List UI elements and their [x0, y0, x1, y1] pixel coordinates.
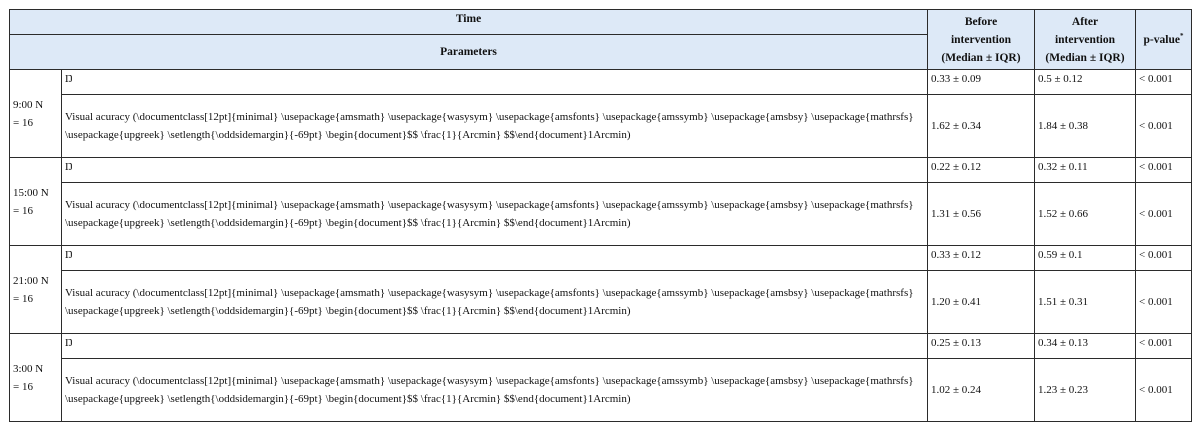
before-value-cell: 1.02 ± 0.24 — [928, 359, 1035, 422]
after-line-3: (Median ± IQR) — [1045, 51, 1125, 64]
time-group-cell — [10, 158, 62, 246]
sample-size-label: = 16 — [13, 292, 33, 305]
after-value-cell: 1.52 ± 0.66 — [1035, 183, 1136, 246]
header-row-time — [10, 10, 1192, 35]
after-line-2: intervention — [1054, 33, 1116, 46]
parameter-cell: Visual acuracy (\documentclass[12pt]{minimal} \usepackage{amsmath} \usepackage{wasysym} \usepackage{amsfonts} \usepackage{amssymb} \usepackage{amsbsy} \usepackage{mathrsfs} \usepackage{upgreek} \setlength{\oddsidemargin}{-69pt} \begin{document}$$ \frac{1}{Arcmin} $$\end{document}1Arcmin) — [62, 95, 928, 158]
before-line-2: intervention — [950, 33, 1012, 46]
after-value-cell: 1.23 ± 0.23 — [1035, 359, 1136, 422]
parameter-cell: Visual acuracy (\documentclass[12pt]{minimal} \usepackage{amsmath} \usepackage{wasysym} \usepackage{amsfonts} \usepackage{amssymb} \usepackage{amsbsy} \usepackage{mathrsfs} \usepackage{upgreek} \setlength{\oddsidemargin}{-69pt} \begin{document}$$ \frac{1}{Arcmin} $$\end{document}1Arcmin) — [62, 183, 928, 246]
after-value-cell: 0.32 ± 0.11 — [1035, 158, 1136, 183]
table-row — [10, 334, 1192, 359]
sample-size-label: = 16 — [13, 380, 33, 393]
p-value-footnote-mark: * — [1179, 31, 1184, 40]
p-value-header — [1136, 10, 1192, 70]
before-intervention-header — [928, 10, 1035, 70]
after-intervention-header — [1035, 10, 1136, 70]
before-value-cell: 1.20 ± 0.41 — [928, 271, 1035, 334]
parameter-cell: Visual acuracy (\documentclass[12pt]{minimal} \usepackage{amsmath} \usepackage{wasysym} \usepackage{amsfonts} \usepackage{amssymb} \usepackage{amsbsy} \usepackage{mathrsfs} \usepackage{upgreek} \setlength{\oddsidemargin}{-69pt} \begin{document}$$ \frac{1}{Arcmin} $$\end{document}1Arcmin) — [62, 271, 928, 334]
before-value-cell: 1.31 ± 0.56 — [928, 183, 1035, 246]
time-group-cell — [10, 246, 62, 334]
time-group-label: 3:00 N — [13, 362, 44, 375]
parameter-cell: Ŋ — [62, 334, 928, 359]
p-value-cell: < 0.001 — [1136, 95, 1192, 158]
p-value-cell: < 0.001 — [1136, 359, 1192, 422]
table-row — [10, 70, 1192, 95]
parameter-cell: Ŋ — [62, 70, 928, 95]
parameter-cell: Visual acuracy (\documentclass[12pt]{minimal} \usepackage{amsmath} \usepackage{wasysym} \usepackage{amsfonts} \usepackage{amssymb} \usepackage{amsbsy} \usepackage{mathrsfs} \usepackage{upgreek} \setlength{\oddsidemargin}{-69pt} \begin{document}$$ \frac{1}{Arcmin} $$\end{document}1Arcmin) — [62, 359, 928, 422]
sample-size-label: = 16 — [13, 116, 33, 129]
time-group-cell — [10, 70, 62, 158]
p-value-cell: < 0.001 — [1136, 183, 1192, 246]
after-value-cell: 1.84 ± 0.38 — [1035, 95, 1136, 158]
after-value-cell: 0.34 ± 0.13 — [1035, 334, 1136, 359]
table-row — [10, 158, 1192, 183]
table-header — [10, 10, 1192, 70]
results-table — [9, 9, 1192, 422]
table-row — [10, 183, 1192, 246]
before-line-1: Before — [964, 15, 998, 28]
table-row — [10, 359, 1192, 422]
p-value-cell: < 0.001 — [1136, 334, 1192, 359]
after-value-cell: 0.5 ± 0.12 — [1035, 70, 1136, 95]
time-group-cell — [10, 334, 62, 422]
before-value-cell: 0.22 ± 0.12 — [928, 158, 1035, 183]
p-value-cell: < 0.001 — [1136, 158, 1192, 183]
parameter-cell: Ŋ — [62, 246, 928, 271]
table-row — [10, 271, 1192, 334]
table-row — [10, 246, 1192, 271]
time-group-label: 9:00 N — [13, 98, 44, 111]
parameter-cell: Ŋ — [62, 158, 928, 183]
p-value-cell: < 0.001 — [1136, 246, 1192, 271]
before-value-cell: 0.25 ± 0.13 — [928, 334, 1035, 359]
table-row — [10, 95, 1192, 158]
time-group-label: 15:00 N — [13, 186, 49, 199]
time-header: Time — [10, 10, 928, 35]
after-value-cell: 1.51 ± 0.31 — [1035, 271, 1136, 334]
sample-size-label: = 16 — [13, 204, 33, 217]
table-body — [10, 70, 1192, 422]
p-value-cell: < 0.001 — [1136, 271, 1192, 334]
p-value-label: p-value — [1143, 33, 1180, 46]
before-value-cell: 0.33 ± 0.09 — [928, 70, 1035, 95]
before-value-cell: 0.33 ± 0.12 — [928, 246, 1035, 271]
before-line-3: (Median ± IQR) — [941, 51, 1021, 64]
after-line-1: After — [1071, 15, 1099, 28]
parameters-header: Parameters — [10, 35, 928, 70]
time-group-label: 21:00 N — [13, 274, 49, 287]
after-value-cell: 0.59 ± 0.1 — [1035, 246, 1136, 271]
p-value-cell: < 0.001 — [1136, 70, 1192, 95]
before-value-cell: 1.62 ± 0.34 — [928, 95, 1035, 158]
